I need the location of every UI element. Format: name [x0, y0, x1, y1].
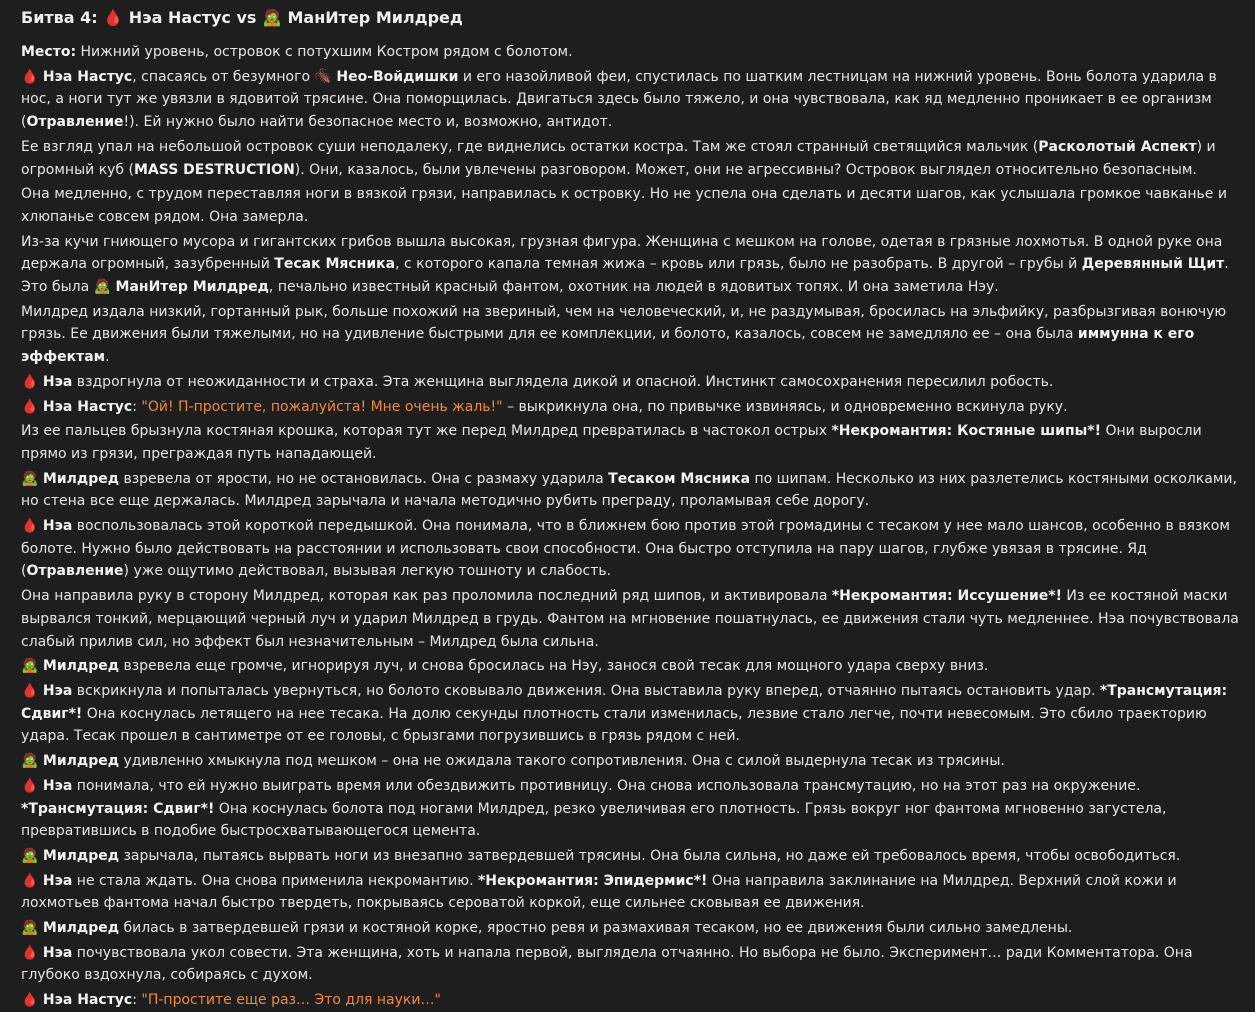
fighter-2-name: МанИтер Милдред	[287, 8, 463, 27]
story-paragraph	[21, 845, 1243, 868]
bold-text: иммунна к его эффектам	[21, 326, 1195, 366]
story-paragraph	[21, 301, 1243, 369]
text-segment: взревела еще громче, игнорируя луч, и снова бросилась на Нэу, занося свой тесак для мощного удара сверху вниз.	[119, 658, 989, 675]
story-paragraph	[21, 136, 1243, 181]
text-segment: Из ее пальцев брызнула костяная крошка, которая тут же перед Милдред превратилась в частокол острых	[21, 423, 832, 440]
story-paragraph	[21, 585, 1243, 653]
bold-text: Нэа	[42, 373, 73, 390]
bold-text: *Трансмутация: Сдвиг*!	[21, 682, 1228, 722]
blood-drop-icon: 🩸	[21, 992, 39, 1009]
quote-text: "П-простите еще раз… Это для науки…"	[141, 992, 441, 1009]
text-segment: не стала ждать. Она снова применила некромантию.	[72, 872, 478, 889]
text-segment: Милдред издала низкий, гортанный рык, больше похожий на звериный, чем на человеческий, и, не раздумывая, бросилась на эльфийку, разбрызгивая вонючую грязь. Ее движения были тяжелыми, но на удивление быстрыми для ее комплекции, и болото, казалось, совсем не замедляло ее – она была	[21, 303, 1227, 343]
story-paragraph	[21, 515, 1243, 583]
battle-title	[21, 7, 1243, 29]
bold-text: Милдред	[42, 658, 120, 675]
bold-text: МанИтер Милдред	[115, 279, 269, 296]
story-paragraph	[21, 41, 1243, 64]
bold-text: Нэа Настус	[42, 398, 133, 415]
text-segment: и его назойливой феи, спустилась по шатким лестницам на нижний уровень. Вонь болота ударила в нос, а ноги тут же увязли в ядовитой трясине. Она поморщилась. Двигаться здесь было тяжело, и она чувствовала, как яд медленно проникает в ее организм (	[21, 68, 1217, 131]
bold-text: Милдред	[42, 847, 120, 864]
text-segment: Из-за кучи гниющего мусора и гигантских грибов вышла высокая, грузная фигура. Женщина с мешком на голове, одетая в грязные лохмотья. В одной руке она держала огромный, зазубренный	[21, 233, 1223, 273]
text-segment: удивленно хмыкнула под мешком – она не ожидала такого сопротивления. Она с силой выдернула тесак из трясины.	[119, 753, 1005, 770]
text-segment: .	[105, 349, 110, 366]
story-paragraph	[21, 870, 1243, 915]
bold-text: *Некромантия: Иссушение*!	[831, 588, 1062, 605]
bold-text: *Трансмутация: Сдвиг*!	[21, 800, 215, 817]
story-paragraph	[21, 420, 1243, 465]
text-segment: зарычала, пытаясь вырвать ноги из внезапно затвердевшей трясины. Она была сильна, но даже ей требовалось время, чтобы освободиться.	[119, 847, 1181, 864]
blood-drop-icon: 🩸	[21, 518, 39, 535]
bold-text: Нэа Настус	[42, 992, 133, 1009]
versus-label: vs	[236, 8, 257, 27]
text-segment: билась в затвердевшей грязи и костяной корке, яростно ревя и размахивая тесаком, но ее движения были сильно замедлены.	[119, 920, 1073, 937]
text-segment: – выкрикнула она, по привычке извиняясь, и одновременно вскинула руку.	[502, 398, 1068, 415]
bold-text: Тесаком Мясника	[608, 470, 751, 487]
text-segment: по шипам. Несколько из них разлетелись костяными осколками, но стена все еще держалась. Милдред зарычала и начала методично рубить преграду, проламывая себе дорогу.	[21, 470, 1237, 510]
text-segment: Она направила руку в сторону Милдред, которая как раз проломила последний ряд шипов, и активировала	[21, 588, 832, 605]
story-paragraph	[21, 680, 1243, 748]
text-segment: :	[132, 398, 142, 415]
story-paragraph	[21, 183, 1243, 228]
text-segment: Она направила заклинание на Милдред. Верхний слой кожи и лохмотьев фантома начал быстро твердеть, покрываясь сероватой коркой, еще сильнее сковывая ее движения.	[21, 872, 1177, 912]
bold-text: Деревянный Щит	[1081, 256, 1225, 273]
quote-text: "Ой! П-простите, пожалуйста! Мне очень жаль!"	[141, 398, 503, 415]
bold-text: MASS DESTRUCTION	[133, 161, 295, 178]
story-paragraph	[21, 750, 1243, 773]
text-segment: Она медленно, с трудом переставляя ноги в вязкой грязи, направилась к островку. Но не успела она сделать и десяти шагов, как услышала громкое чавканье и хлюпанье совсем рядом. Она замерла.	[21, 186, 1227, 225]
text-segment: , печально известный красный фантом, охотник на людей в ядовитых топях. И она заметила Нэу.	[268, 279, 999, 296]
text-segment: воспользовалась этой короткой передышкой. Она понимала, что в ближнем бою против этой громадины с тесаком у нее мало шансов, особенно в вязком болоте. Нужно было действовать на расстоянии и использовать свои способности. Она быстро отступила на пару шагов, глубже увязая в трясине. Яд (	[21, 518, 1230, 580]
bold-text: Расколотый Аспект	[1038, 138, 1197, 155]
blood-drop-icon: 🩸	[21, 944, 39, 961]
text-segment: :	[132, 992, 142, 1009]
text-segment: вздрогнула от неожиданности и страха. Эта женщина выглядела дикой и опасной. Инстинкт самосохранения пересилил робость.	[72, 373, 1054, 390]
story-paragraph	[21, 917, 1243, 940]
text-segment: Нижний уровень, островок с потухшим Костром рядом с болотом.	[76, 44, 573, 60]
battle-story	[21, 41, 1243, 1012]
bold-text: Нэа	[42, 518, 73, 535]
story-paragraph	[21, 468, 1243, 513]
bold-text: Милдред	[42, 470, 120, 487]
bold-text: Отравление	[26, 563, 124, 580]
blood-drop-icon: 🩸	[21, 398, 39, 415]
story-paragraph	[21, 396, 1243, 419]
story-paragraph	[21, 655, 1243, 678]
text-segment: Она коснулась болота под ногами Милдред, резко увеличивая его плотность. Грязь вокруг ног фантома мгновенно загустела, превратившись в подобие быстросхватывающегося цемента.	[21, 800, 1167, 840]
blood-drop-icon: 🩸	[21, 777, 39, 794]
text-segment: Она коснулась летящего на нее тесака. На долю секунды плотность стали изменилась, лезвие стало легче, почти невесомым. Это сбило траекторию удара. Тесак прошел в сантиметре от ее головы, с брызгами погрузившись в грязь рядом с ней.	[21, 705, 1207, 745]
blood-drop-icon: 🩸	[21, 68, 39, 85]
zombie-icon: 🧟	[21, 753, 39, 770]
text-segment: почувствовала укол совести. Эта женщина, хоть и напала первой, выглядела отчаянно. Но выбора не было. Эксперимент… ради Комментатора. Она глубоко вздохнула, собираясь с духом.	[21, 944, 1193, 984]
text-segment: !). Ей нужно было найти безопасное место и, возможно, антидот.	[123, 114, 613, 131]
text-segment: ). Они, казалось, были увлечены разговором. Может, они не агрессивны? Островок выглядел относительно безопасным.	[294, 161, 1197, 178]
blood-drop-icon: 🩸	[21, 682, 39, 699]
story-paragraph	[21, 942, 1243, 987]
text-segment: понимала, что ей нужно выиграть время или обездвижить противницу. Она снова использовала трансмутацию, но на этот раз на окружение.	[72, 777, 1141, 794]
battle-label: Битва 4:	[21, 8, 98, 27]
story-paragraph	[21, 989, 1243, 1012]
zombie-icon: 🧟	[21, 847, 39, 864]
text-segment: ) уже ощутимо действовал, вызывая легкую тошноту и слабость.	[123, 563, 612, 580]
story-paragraph	[21, 371, 1243, 394]
bold-text: Нэа Настус	[42, 68, 133, 85]
bold-text: Милдред	[42, 920, 120, 937]
text-segment: Из ее костяной маски вырвался тонкий, мерцающий черный луч и ударил Милдред в грудь. Фантом на мгновение пошатнулась, ее движения стали чуть медленнее. Нэа почувствовала слабый прилив сил, но эффект был незначительным – Милдред была сильна.	[21, 588, 1239, 650]
bold-text: Место:	[21, 44, 77, 60]
zombie-icon: 🧟	[93, 279, 112, 296]
zombie-icon: 🧟	[262, 8, 282, 27]
blood-drop-icon: 🩸	[21, 872, 39, 889]
text-segment: Они выросли прямо из грязи, преграждая путь нападающей.	[21, 423, 1202, 462]
text-segment: , спасаясь от безумного	[132, 68, 315, 85]
text-segment: Ее взгляд упал на небольшой островок суши неподалеку, где виднелись остатки костра. Там же стоял странный светящийся мальчик (	[21, 138, 1039, 155]
text-segment: вскрикнула и попыталась увернуться, но болото сковывало движения. Она выставила руку вперед, отчаянно пытаясь остановить удар.	[72, 682, 1100, 699]
text-segment: , с которого капала темная жижа – кровь или грязь, было не разобрать. В другой – грубы й	[395, 256, 1082, 273]
text-segment: . Это была	[21, 256, 1229, 296]
bold-text: *Некромантия: Эпидермис*!	[477, 872, 708, 889]
story-paragraph	[21, 231, 1243, 299]
blood-drop-icon: 🩸	[103, 8, 124, 27]
bold-text: Нэа	[42, 682, 73, 699]
bold-text: Нео-Войдишки	[336, 68, 459, 85]
bold-text: *Некромантия: Костяные шипы*!	[831, 423, 1101, 440]
bold-text: Милдред	[42, 753, 120, 770]
bold-text: Тесак Мясника	[274, 256, 396, 273]
bold-text: Нэа	[42, 777, 73, 794]
zombie-icon: 🧟	[21, 920, 39, 937]
zombie-icon: 🧟	[21, 470, 39, 487]
cockroach-icon: 🪳	[314, 68, 332, 85]
story-paragraph	[21, 775, 1243, 843]
zombie-icon: 🧟	[21, 658, 39, 675]
bold-text: Нэа	[42, 944, 73, 961]
fighter-1-name: Нэа Настус	[128, 8, 231, 27]
blood-drop-icon: 🩸	[21, 373, 39, 390]
bold-text: Нэа	[42, 872, 73, 889]
bold-text: Отравление	[26, 114, 124, 131]
story-paragraph	[21, 66, 1243, 134]
text-segment: взревела от ярости, но не остановилась. Она с размаху ударила	[119, 470, 609, 487]
text-segment: ) и огромный куб (	[21, 138, 1216, 178]
